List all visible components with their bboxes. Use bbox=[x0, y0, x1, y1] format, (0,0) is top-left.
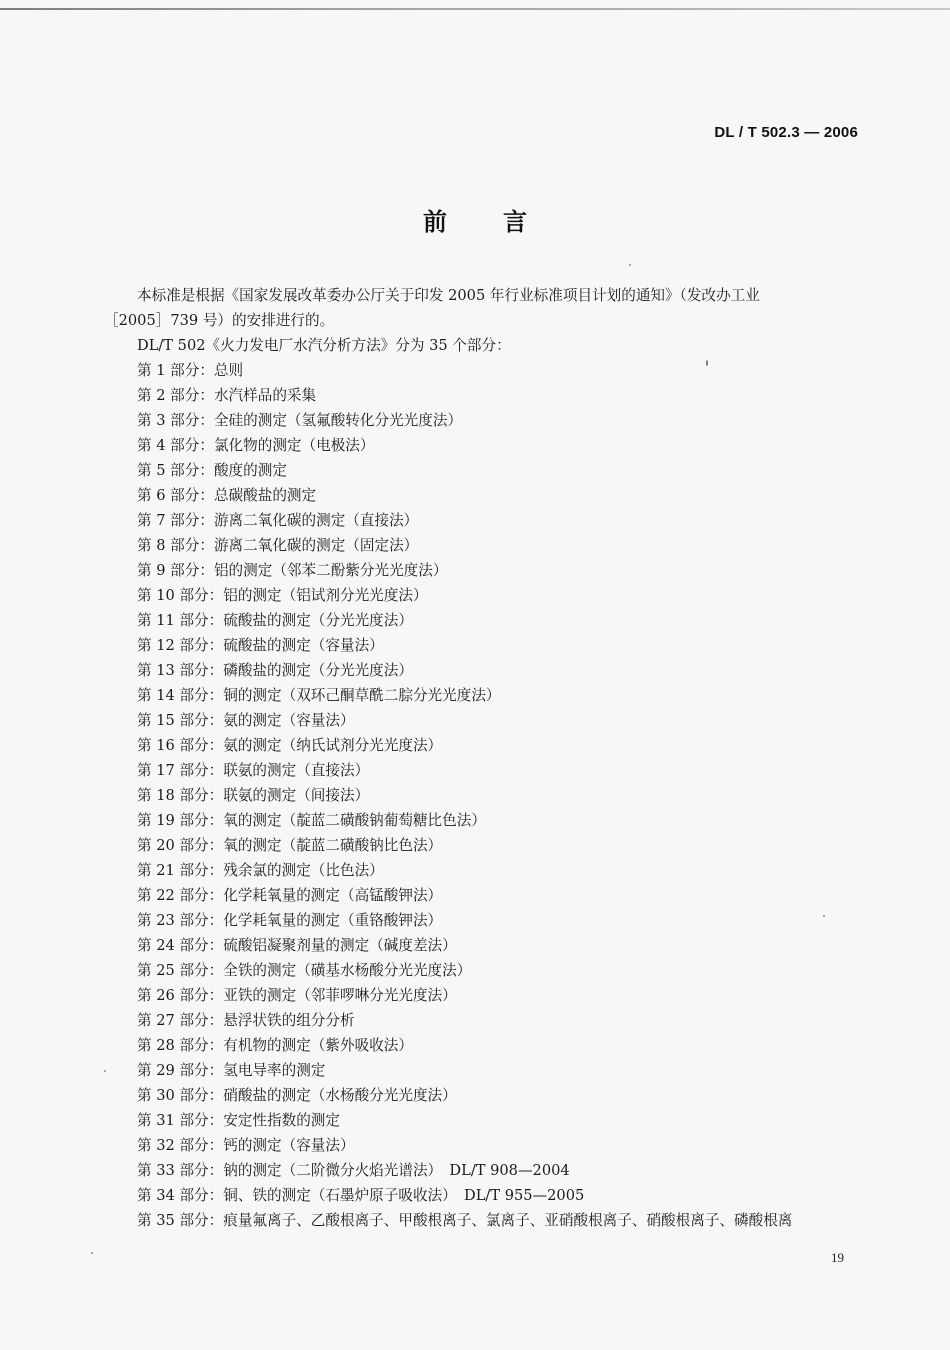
part-item: 第 23 部分：化学耗氧量的测定（重铬酸钾法） bbox=[137, 912, 443, 929]
part-item: 第 32 部分：钙的测定（容量法） bbox=[137, 1137, 355, 1154]
intro-line-2: ［2005］739 号）的安排进行的。 bbox=[104, 312, 335, 329]
part-item: 第 26 部分：亚铁的测定（邻菲啰啉分光光度法） bbox=[137, 987, 457, 1004]
part-item: 第 18 部分：联氨的测定（间接法） bbox=[137, 787, 370, 804]
part-item: 第 2 部分：水汽样品的采集 bbox=[137, 387, 317, 404]
page-title bbox=[0, 202, 950, 237]
part-item: 第 17 部分：联氨的测定（直接法） bbox=[137, 762, 370, 779]
scan-speck bbox=[104, 1070, 106, 1072]
part-item: 第 3 部分：全硅的测定（氢氟酸转化分光光度法） bbox=[137, 412, 463, 429]
scan-speck bbox=[629, 264, 631, 266]
part-item: 第 31 部分：安定性指数的测定 bbox=[137, 1112, 340, 1129]
part-item: 第 13 部分：磷酸盐的测定（分光光度法） bbox=[137, 662, 413, 679]
top-scan-rule bbox=[0, 8, 950, 10]
foreword-body bbox=[104, 283, 860, 1233]
intro-line-1: 本标准是根据《国家发展改革委办公厅关于印发 2005 年行业标准项目计划的通知》（发改办工业 bbox=[137, 287, 760, 304]
part-item: 第 25 部分：全铁的测定（磺基水杨酸分光光度法） bbox=[137, 962, 472, 979]
part-item: 第 4 部分：氯化物的测定（电极法） bbox=[137, 437, 375, 454]
part-item: 第 27 部分：悬浮状铁的组分分析 bbox=[137, 1012, 355, 1029]
title-char-2: 言 bbox=[503, 208, 527, 236]
part-item: 第 21 部分：残余氯的测定（比色法） bbox=[137, 862, 384, 879]
intro-line-3: DL/T 502《火力发电厂水汽分析方法》分为 35 个部分： bbox=[137, 337, 511, 354]
part-item: 第 12 部分：硫酸盐的测定（容量法） bbox=[137, 637, 384, 654]
part-item: 第 35 部分：痕量氟离子、乙酸根离子、甲酸根离子、氯离子、亚硝酸根离子、硝酸根离子、磷酸根离 bbox=[137, 1212, 793, 1229]
parts-list bbox=[104, 358, 860, 1233]
title-char-1: 前 bbox=[423, 208, 447, 236]
part-item: 第 1 部分：总则 bbox=[137, 362, 244, 379]
part-item: 第 8 部分：游离二氧化碳的测定（固定法） bbox=[137, 537, 419, 554]
part-item: 第 34 部分：铜、铁的测定（石墨炉原子吸收法） DL/T 955—2005 bbox=[137, 1187, 585, 1204]
part-item: 第 24 部分：硫酸铝凝聚剂量的测定（碱度差法） bbox=[137, 937, 457, 954]
part-item: 第 7 部分：游离二氧化碳的测定（直接法） bbox=[137, 512, 419, 529]
standard-code: DL / T 502.3 — 2006 bbox=[714, 124, 858, 141]
part-item: 第 6 部分：总碳酸盐的测定 bbox=[137, 487, 317, 504]
part-item: 第 19 部分：氧的测定（靛蓝二磺酸钠葡萄糖比色法） bbox=[137, 812, 486, 829]
part-item: 第 16 部分：氨的测定（纳氏试剂分光光度法） bbox=[137, 737, 443, 754]
part-item: 第 29 部分：氢电导率的测定 bbox=[137, 1062, 326, 1079]
part-item: 第 28 部分：有机物的测定（紫外吸收法） bbox=[137, 1037, 413, 1054]
part-item: 第 20 部分：氧的测定（靛蓝二磺酸钠比色法） bbox=[137, 837, 443, 854]
part-item: 第 14 部分：铜的测定（双环己酮草酰二腙分光光度法） bbox=[137, 687, 501, 704]
page-number: 19 bbox=[831, 1250, 844, 1265]
scan-speck bbox=[706, 360, 708, 366]
part-item: 第 22 部分：化学耗氧量的测定（高锰酸钾法） bbox=[137, 887, 443, 904]
part-item: 第 15 部分：氨的测定（容量法） bbox=[137, 712, 355, 729]
scan-speck bbox=[91, 1252, 93, 1254]
part-item: 第 30 部分：硝酸盐的测定（水杨酸分光光度法） bbox=[137, 1087, 457, 1104]
part-item: 第 10 部分：铝的测定（铝试剂分光光度法） bbox=[137, 587, 428, 604]
part-item: 第 9 部分：铝的测定（邻苯二酚紫分光光度法） bbox=[137, 562, 448, 579]
part-item: 第 11 部分：硫酸盐的测定（分光光度法） bbox=[137, 612, 413, 629]
scan-speck bbox=[823, 915, 825, 917]
part-item: 第 33 部分：钠的测定（二阶微分火焰光谱法） DL/T 908—2004 bbox=[137, 1162, 570, 1179]
part-item: 第 5 部分：酸度的测定 bbox=[137, 462, 287, 479]
